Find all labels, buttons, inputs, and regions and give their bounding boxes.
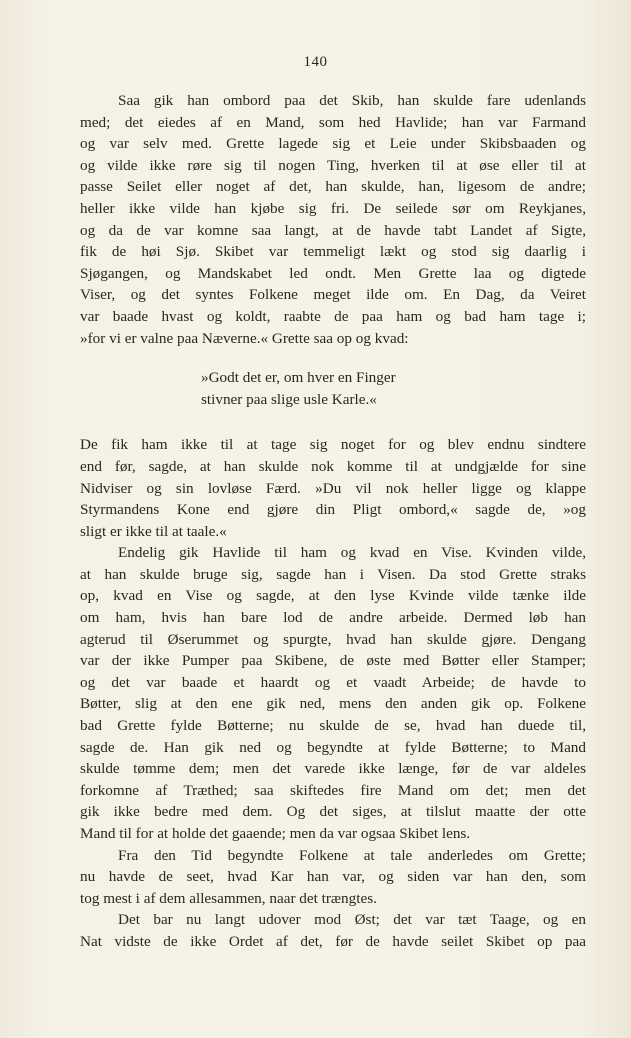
text-line: Nat vidste de ikke Ordet af det, før de havde seilet Skibet op paa	[80, 932, 586, 950]
text-line: og var selv med. Grette lagede sig et Leie under Skibsbaaden og	[80, 135, 586, 153]
page-number: 140	[303, 54, 328, 70]
paragraph-5	[80, 909, 586, 952]
text-line: forkomne af Træthed; saa skiftedes fire Mand om det; men det	[80, 781, 586, 799]
text-line: »for vi er valne paa Næverne.« Grette saa op og kvad:	[80, 329, 409, 347]
text-line: var baade hvast og koldt, raabte de paa ham og bad ham tage i;	[80, 307, 586, 325]
paragraph-4	[80, 845, 586, 910]
text-line: fik de høi Sjø. Skibet var temmeligt lækt og stod sig daarlig i	[80, 243, 586, 261]
text-line: De fik ham ikke til at tage sig noget for og blev endnu sindtere	[80, 436, 586, 454]
text-line: Sjøgangen, og Mandskabet led ondt. Men Grette laa og digtede	[80, 264, 586, 282]
text-line: Viser, og det syntes Folkene meget ilde om. En Dag, da Veiret	[80, 286, 586, 304]
verse-line: »Godt det er, om hver en Finger	[201, 369, 396, 387]
text-line: nu havde de seet, hvad Kar han var, og siden var han den, som	[80, 868, 586, 886]
text-line: og da de var komne saa langt, at de havde tabt Landet af Sigte,	[80, 221, 586, 239]
text-line: Det bar nu langt udover mod Øst; det var tæt Taage, og en	[118, 911, 586, 929]
text-line: sligt er ikke til at taale.«	[80, 522, 227, 540]
paragraph-1	[80, 90, 586, 349]
paragraph-2	[80, 434, 586, 542]
text-line: med; det eiedes af en Mand, som hed Havlide; han var Farmand	[80, 113, 586, 131]
text-line: og vilde ikke røre sig til nogen Ting, hverken til at øse eller til at	[80, 156, 586, 174]
text-line: Fra den Tid begyndte Folkene at tale anderledes om Grette;	[118, 846, 586, 864]
text-line: og det var baade et haardt og et vaadt Arbeide; de havde to	[80, 673, 586, 691]
text-line: gik ikke bedre med dem. Og det siges, at tilslut maatte der otte	[80, 803, 586, 821]
text-line: heller ikke vilde han kjøbe sig fri. De seilede sør om Reykjanes,	[80, 199, 586, 217]
text-line: bad Grette fylde Bøtterne; nu skulde de se, hvad han duede til,	[80, 717, 586, 735]
text-line: var der ikke Pumper paa Skibene, de øste med Bøtter eller Stamper;	[80, 652, 586, 670]
page-body	[80, 90, 586, 953]
text-line: tog mest i af dem allesammen, naar det trængtes.	[80, 889, 377, 907]
text-line: Styrmandens Kone end gjøre din Pligt ombord,« sagde de, »og	[80, 501, 586, 519]
text-line: at han skulde bruge sig, sagde han i Visen. Da stod Grette straks	[80, 565, 586, 583]
verse	[80, 367, 586, 410]
text-line: op, kvad en Vise og sagde, at den lyse Kvinde vilde tænke ilde	[80, 587, 586, 605]
text-line: Nidviser og sin lovløse Færd. »Du vil nok heller ligge og klappe	[80, 479, 586, 497]
text-line: om ham, hvis han bare lod de andre arbeide. Dermed løb han	[80, 609, 586, 627]
text-line: Endelig gik Havlide til ham og kvad en Vise. Kvinden vilde,	[118, 544, 586, 562]
text-line: Bøtter, slig at den ene gik ned, mens den anden gik op. Folkene	[80, 695, 586, 713]
text-line: agterud til Øserummet og spurgte, hvad han skulde gjøre. Dengang	[80, 630, 586, 648]
text-line: skulde tømme dem; men det varede ikke længe, før de var aldeles	[80, 760, 586, 778]
text-line: end før, sagde, at han skulde nok komme til at undgjælde for sine	[80, 457, 586, 475]
paragraph-3	[80, 542, 586, 844]
text-line: Mand til for at holde det gaaende; men da var ogsaa Skibet lens.	[80, 825, 471, 842]
text-line: passe Seilet eller noget af det, han skulde, han, ligesom de andre;	[80, 178, 586, 196]
verse-line: stivner paa slige usle Karle.«	[201, 390, 377, 408]
text-line: sagde de. Han gik ned og begyndte at fylde Bøtterne; to Mand	[80, 738, 586, 756]
text-line: Saa gik han ombord paa det Skib, han skulde fare udenlands	[118, 92, 586, 109]
